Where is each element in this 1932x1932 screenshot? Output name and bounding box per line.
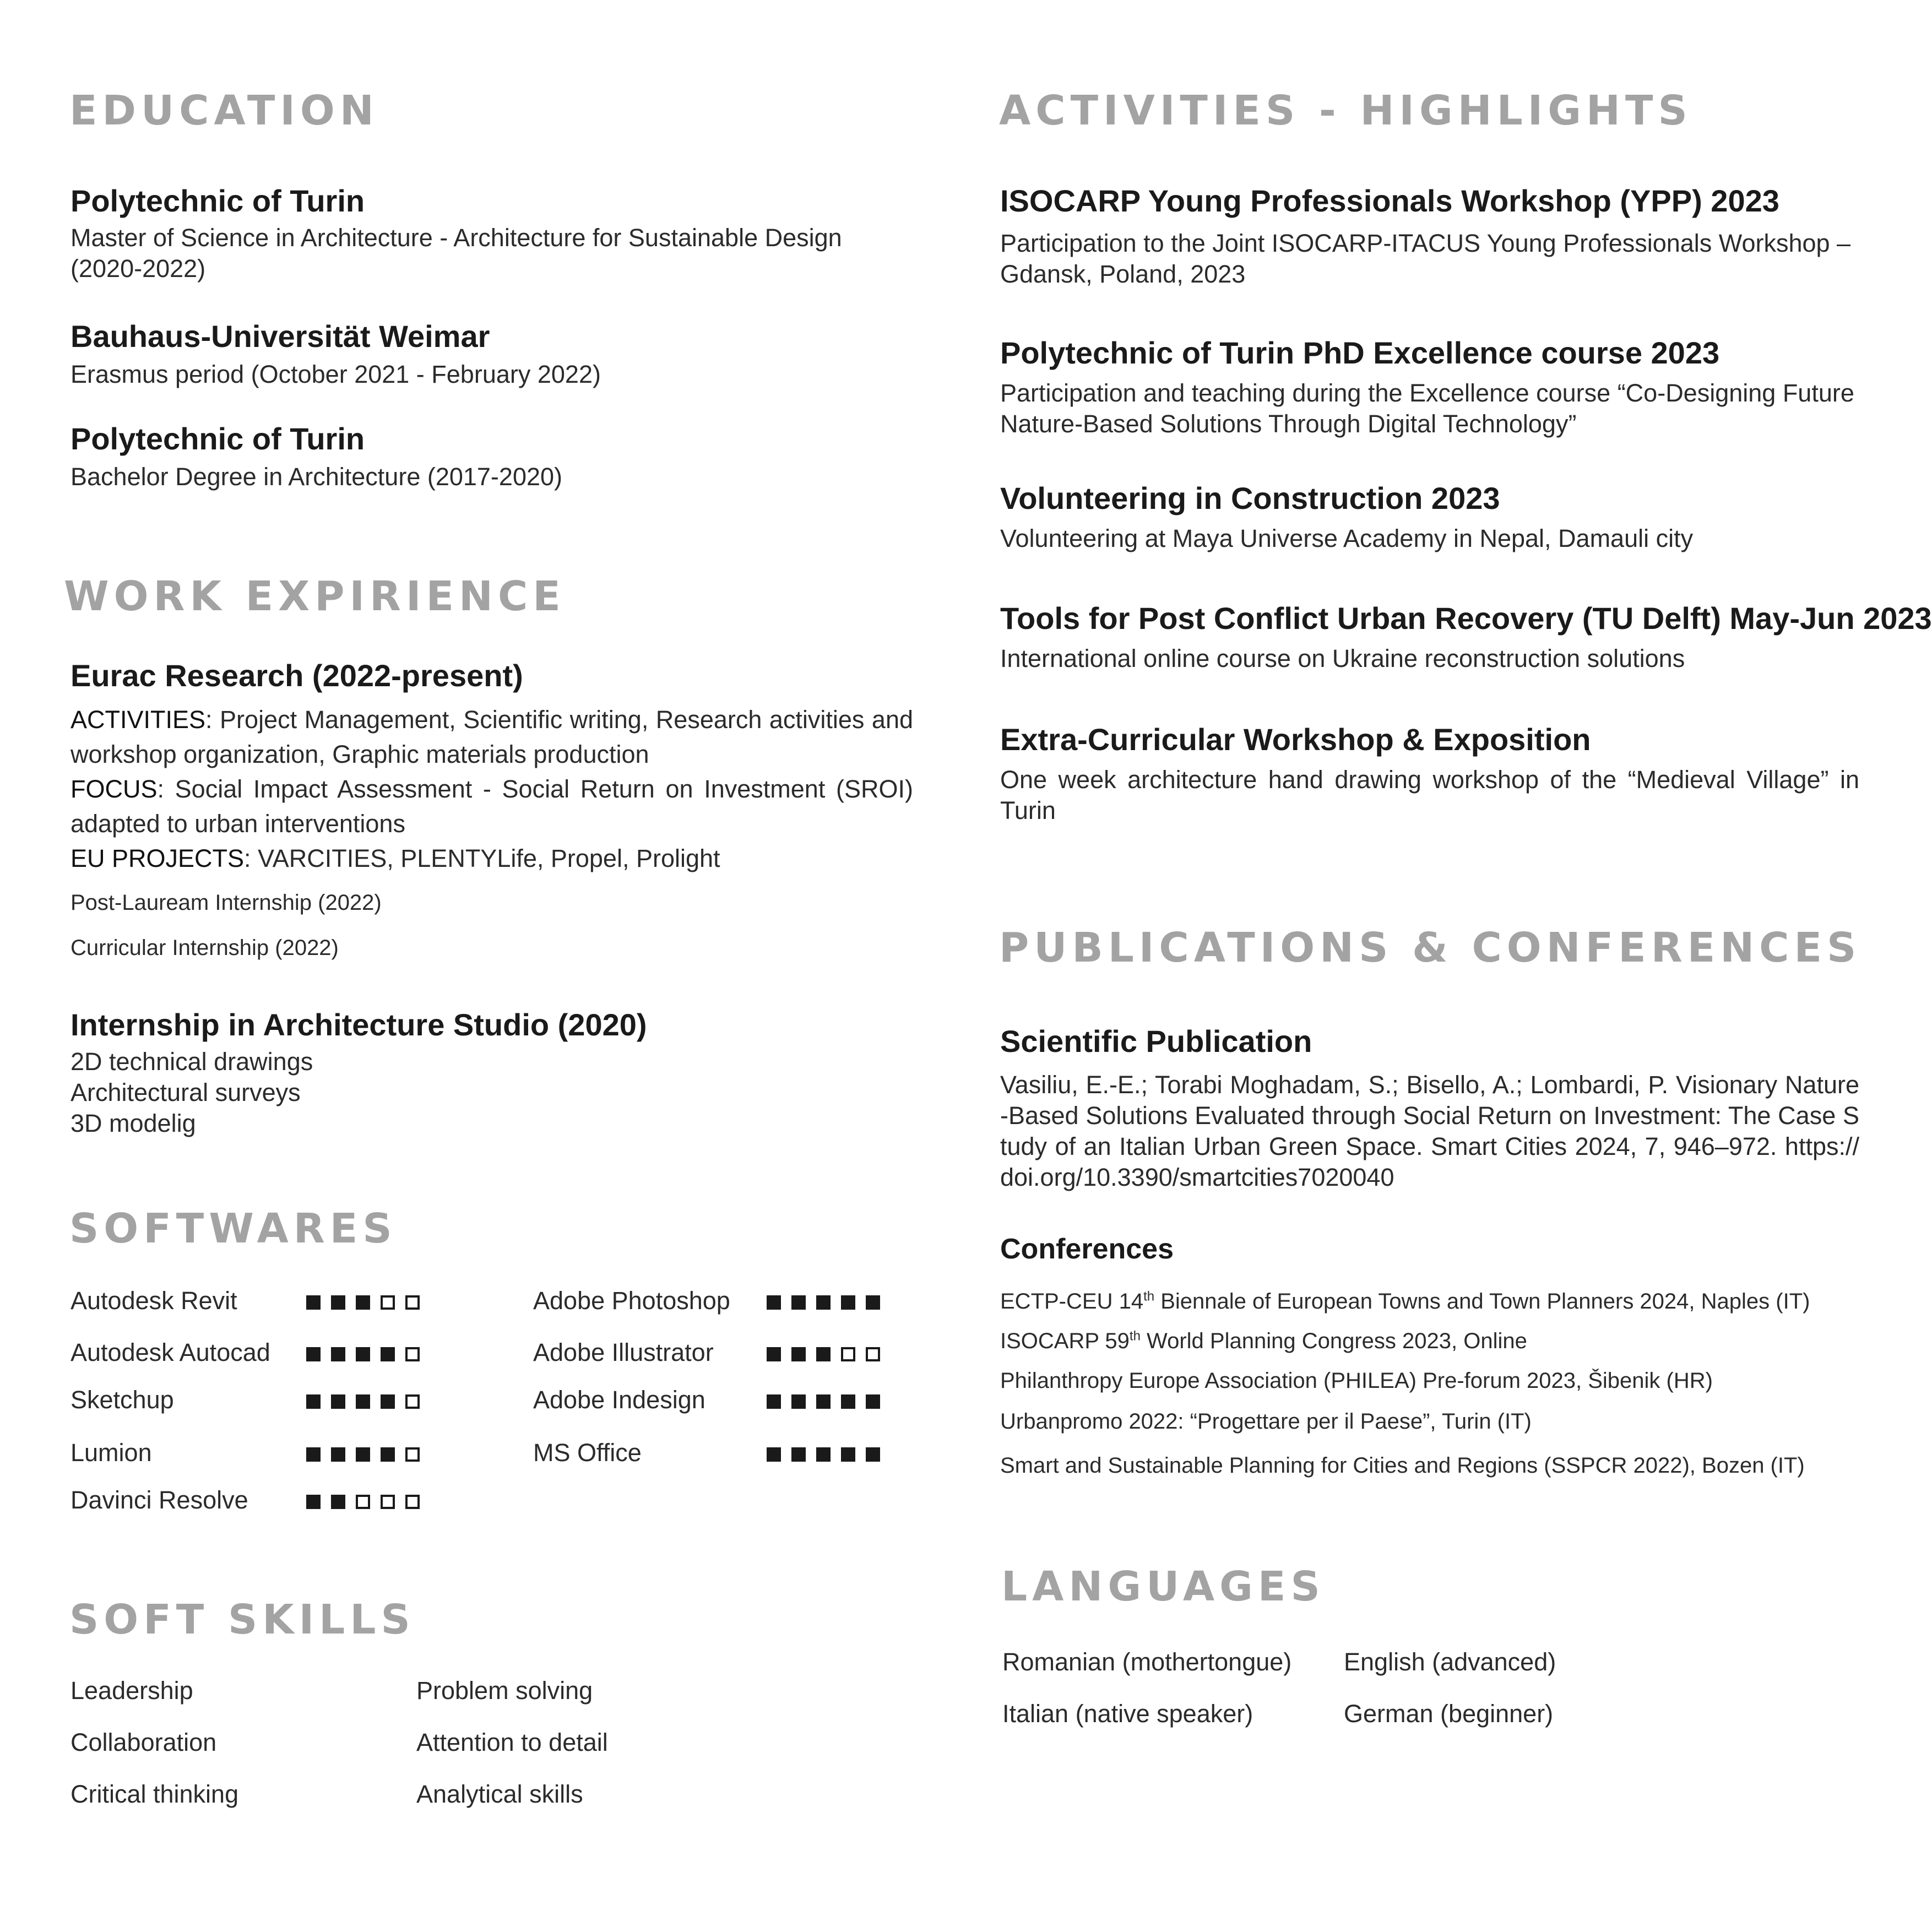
rating-filled-square — [816, 1447, 831, 1462]
software-name-right-3: Adobe Indesign — [533, 1386, 705, 1414]
scientific-publication-text: Vasiliu, E.-E.; Torabi Moghadam, S.; Bisello, A.; Lombardi, P. Visionary Nature-Based Solutions Evaluated through Social Return on Investment: The Case Study of an Italian Urban Green Space. Smart Cities 2024, 7, 946–972. https://doi.org/10.3390/smartcities7020040 — [1000, 1071, 1859, 1191]
work-eurac-focus — [70, 772, 913, 841]
rating-filled-square — [767, 1347, 781, 1361]
education-school-3: Polytechnic of Turin — [70, 421, 365, 456]
software-rating-right-4 — [767, 1447, 880, 1462]
rating-filled-square — [841, 1394, 855, 1409]
soft-skill-right-2: Attention to detail — [416, 1728, 608, 1756]
conferences-heading: Conferences — [1000, 1233, 1174, 1265]
rating-filled-square — [841, 1295, 855, 1310]
education-school-2: Bauhaus-Universität Weimar — [70, 319, 490, 354]
rating-filled-square — [356, 1295, 370, 1310]
rating-filled-square — [306, 1295, 321, 1310]
soft-skills-title: SOFT SKILLS — [69, 1596, 415, 1643]
rating-filled-square — [816, 1394, 831, 1409]
software-rating-left-1 — [306, 1295, 420, 1310]
software-name-left-4: Lumion — [70, 1439, 152, 1467]
education-detail-2: Erasmus period (October 2021 - February 2022) — [70, 360, 601, 388]
soft-skill-right-1: Problem solving — [416, 1676, 593, 1705]
conference-2-pre: ISOCARP 59 — [1000, 1329, 1130, 1353]
rating-filled-square — [331, 1295, 345, 1310]
rating-filled-square — [356, 1394, 370, 1409]
language-item-4: German (beginner) — [1344, 1700, 1554, 1728]
rating-filled-square — [866, 1394, 880, 1409]
rating-filled-square — [767, 1295, 781, 1310]
conference-2-sup: th — [1129, 1328, 1141, 1344]
work-studio-line-3: 3D modelig — [70, 1109, 196, 1137]
language-item-1: Romanian (mothertongue) — [1002, 1648, 1292, 1676]
software-rating-right-2 — [767, 1347, 880, 1361]
work-title: WORK EXPIRIENCE — [64, 573, 566, 620]
education-detail-1: Master of Science in Architecture - Architecture for Sustainable Design (2020-2022) — [70, 224, 842, 283]
rating-filled-square — [306, 1495, 321, 1509]
activity-heading-2: Polytechnic of Turin PhD Excellence course 2023 — [1000, 335, 1720, 370]
work-eurac-eu-projects — [70, 841, 720, 876]
rating-empty-square — [841, 1347, 855, 1361]
software-rating-right-3 — [767, 1394, 880, 1409]
software-rating-left-3 — [306, 1394, 420, 1409]
software-name-right-1: Adobe Photoshop — [533, 1287, 730, 1315]
software-name-left-5: Davinci Resolve — [70, 1486, 248, 1514]
software-name-left-1: Autodesk Revit — [70, 1287, 237, 1315]
rating-filled-square — [791, 1295, 806, 1310]
rating-filled-square — [331, 1495, 345, 1509]
conference-1-sup: th — [1143, 1289, 1155, 1304]
work-studio-heading: Internship in Architecture Studio (2020) — [70, 1007, 647, 1042]
soft-skill-left-1: Leadership — [70, 1676, 193, 1705]
rating-empty-square — [405, 1347, 420, 1361]
rating-filled-square — [331, 1347, 345, 1361]
conference-1-pre: ECTP-CEU 14 — [1000, 1289, 1144, 1314]
language-item-2: English (advanced) — [1344, 1648, 1556, 1676]
rating-filled-square — [331, 1394, 345, 1409]
activities-text: : Project Management, Scientific writing, Research activities and workshop organization, Graphic materials production — [70, 705, 913, 768]
conference-item-1 — [1000, 1288, 1810, 1315]
education-school-1: Polytechnic of Turin — [70, 183, 365, 218]
software-rating-left-4 — [306, 1447, 420, 1462]
conference-2-post: World Planning Congress 2023, Online — [1140, 1329, 1527, 1353]
scientific-publication-heading: Scientific Publication — [1000, 1024, 1312, 1059]
rating-empty-square — [381, 1495, 395, 1509]
software-name-left-3: Sketchup — [70, 1386, 174, 1414]
rating-empty-square — [405, 1394, 420, 1409]
eu-projects-label: EU PROJECTS — [70, 844, 245, 872]
soft-skill-left-2: Collaboration — [70, 1728, 217, 1756]
rating-filled-square — [816, 1295, 831, 1310]
rating-empty-square — [405, 1295, 420, 1310]
language-item-3: Italian (native speaker) — [1002, 1700, 1253, 1728]
software-rating-right-1 — [767, 1295, 880, 1310]
activity-heading-4: Tools for Post Conflict Urban Recovery (TU Delft) May-Jun 2023 — [1000, 601, 1932, 636]
activity-heading-5: Extra-Curricular Workshop & Exposition — [1000, 722, 1591, 757]
rating-filled-square — [306, 1347, 321, 1361]
eu-projects-text: : VARCITIES, PLENTYLife, Propel, Prolight — [244, 844, 720, 872]
rating-filled-square — [306, 1447, 321, 1462]
rating-filled-square — [331, 1447, 345, 1462]
rating-filled-square — [791, 1347, 806, 1361]
work-studio-line-2: Architectural surveys — [70, 1078, 301, 1106]
rating-empty-square — [405, 1447, 420, 1462]
activities-label: ACTIVITIES — [70, 705, 206, 734]
activity-detail-2: Participation and teaching during the Excellence course “Co-Designing Future Nature-Based Solutions Through Digital Technology” — [1000, 379, 1854, 438]
publications-title: PUBLICATIONS & CONFERENCES — [999, 924, 1862, 972]
conference-1-post: Biennale of European Towns and Town Planners 2024, Naples (IT) — [1154, 1289, 1810, 1314]
software-rating-left-5 — [306, 1495, 420, 1509]
activities-title: ACTIVITIES - HIGHLIGHTS — [999, 87, 1692, 134]
rating-filled-square — [791, 1394, 806, 1409]
work-eurac-activities — [70, 702, 913, 772]
rating-filled-square — [866, 1295, 880, 1310]
rating-filled-square — [356, 1447, 370, 1462]
rating-empty-square — [405, 1495, 420, 1509]
languages-title: LANGUAGES — [1001, 1563, 1325, 1610]
soft-skill-left-3: Critical thinking — [70, 1780, 239, 1808]
conference-item-5: Smart and Sustainable Planning for Cities and Regions (SSPCR 2022), Bozen (IT) — [1000, 1453, 1805, 1478]
conference-item-2 — [1000, 1327, 1527, 1355]
education-title: EDUCATION — [69, 87, 379, 134]
rating-filled-square — [306, 1394, 321, 1409]
rating-filled-square — [866, 1447, 880, 1462]
rating-empty-square — [356, 1495, 370, 1509]
activity-detail-1: Participation to the Joint ISOCARP-ITACUS Young Professionals Workshop – Gdansk, Poland, 2023 — [1000, 229, 1851, 288]
work-internship-1: Post-Lauream Internship (2022) — [70, 891, 382, 915]
work-studio-line-1: 2D technical drawings — [70, 1048, 313, 1076]
focus-label: FOCUS — [70, 775, 158, 803]
software-name-left-2: Autodesk Autocad — [70, 1338, 270, 1366]
rating-filled-square — [767, 1394, 781, 1409]
education-detail-3: Bachelor Degree in Architecture (2017-2020) — [70, 463, 563, 491]
rating-filled-square — [356, 1347, 370, 1361]
rating-filled-square — [381, 1447, 395, 1462]
software-name-right-4: MS Office — [533, 1439, 642, 1467]
work-eurac-heading: Eurac Research (2022-present) — [70, 658, 523, 693]
conference-item-3: Philanthropy Europe Association (PHILEA) Pre-forum 2023, Šibenik (HR) — [1000, 1369, 1713, 1393]
activity-heading-3: Volunteering in Construction 2023 — [1000, 481, 1500, 515]
rating-filled-square — [841, 1447, 855, 1462]
activity-heading-1: ISOCARP Young Professionals Workshop (YPP) 2023 — [1000, 183, 1779, 218]
rating-filled-square — [767, 1447, 781, 1462]
softwares-title: SOFTWARES — [69, 1205, 397, 1252]
conference-item-4: Urbanpromo 2022: “Progettare per il Paese”, Turin (IT) — [1000, 1409, 1532, 1434]
focus-text: : Social Impact Assessment - Social Return on Investment (SROI) adapted to urban interventions — [70, 775, 913, 838]
activity-detail-3: Volunteering at Maya Universe Academy in Nepal, Damauli city — [1000, 524, 1694, 552]
rating-filled-square — [791, 1447, 806, 1462]
soft-skill-right-3: Analytical skills — [416, 1780, 583, 1808]
work-internship-2: Curricular Internship (2022) — [70, 936, 339, 960]
activity-detail-4: International online course on Ukraine reconstruction solutions — [1000, 644, 1685, 672]
rating-empty-square — [381, 1295, 395, 1310]
rating-filled-square — [381, 1347, 395, 1361]
rating-empty-square — [866, 1347, 880, 1361]
rating-filled-square — [381, 1394, 395, 1409]
software-rating-left-2 — [306, 1347, 420, 1361]
software-name-right-2: Adobe Illustrator — [533, 1338, 714, 1366]
activity-detail-5: One week architecture hand drawing workshop of the “Medieval Village” in Turin — [1000, 766, 1859, 824]
rating-filled-square — [816, 1347, 831, 1361]
